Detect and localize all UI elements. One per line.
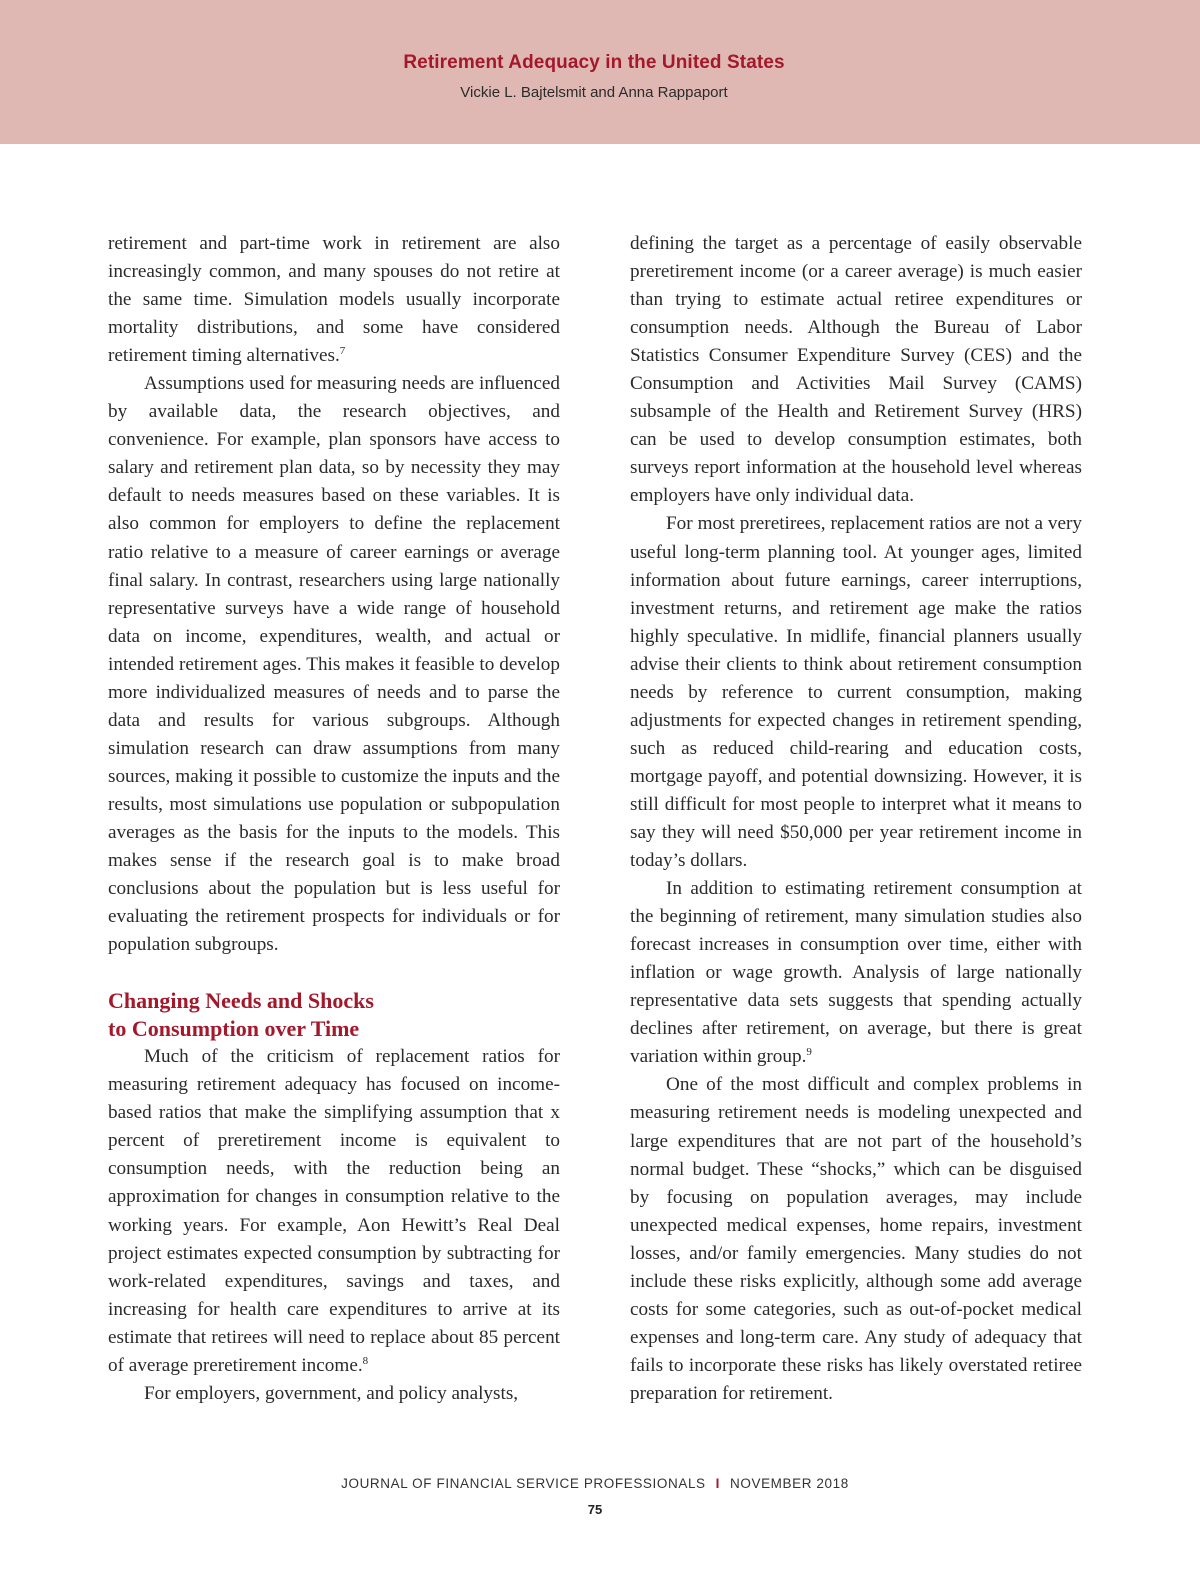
footnote-marker: 8 [362, 1354, 369, 1367]
section-heading-line: Changing Needs and Shocks [108, 988, 374, 1014]
page-number: 75 [587, 1502, 603, 1517]
header-band [0, 0, 1200, 144]
paragraph-text: retirement and part-time work in retirement are also increasingly common, and many spouses do not retire at the same time. Simulation models usually incorporate mortality distributions, and some have considered retirement timing alternatives. [108, 233, 560, 367]
paragraph: For employers, government, and policy analysts, [144, 1382, 519, 1404]
section-heading-line: to Consumption over Time [108, 1016, 360, 1042]
article-authors: Vickie L. Bajtelsmit and Anna Rappaport [460, 84, 728, 101]
paragraph-text: In addition to estimating retirement consumption at the beginning of retirement, many simulation studies also forecast increases in consumption over time, either with inflation or wage growth. Analysis of large nationally representative data sets suggests that spending actually declines after retirement, on average, but there is great variation within group. [630, 878, 1082, 1068]
section-heading [108, 987, 560, 1043]
paragraph: Assumptions used for measuring needs are influenced by available data, the research objectives, and convenience. For example, plan sponsors have access to salary and retirement plan data, so by necessity they may default to needs measures based on these variables. It is also common for employers to define the replacement ratio relative to a measure of career earnings or average final salary. In contrast, researchers using large nationally representative surveys have a wide range of household data on income, expenditures, wealth, and actual or intended retirement ages. This makes it feasible to develop more individualized measures of needs and to parse the data and results for various subgroups. Although simulation research can draw assumptions from many sources, making it possible to customize the inputs and the results, most simulations use population or subpopulation averages as the basis for the inputs to the models. This makes sense if the research goal is to make broad conclusions about the population but is less useful for evaluating the retirement prospects for individuals or for population subgroups. [108, 373, 560, 956]
paragraph [108, 1043, 560, 1380]
issue-date: NOVEMBER 2018 [730, 1476, 849, 1491]
footnote-marker: 9 [806, 1046, 812, 1059]
right-column [630, 230, 1082, 1408]
left-column [108, 230, 560, 1408]
footer-separator: I [715, 1476, 721, 1491]
footnote-marker: 7 [339, 345, 346, 358]
paragraph-text: Much of the criticism of replacement ratios for measuring retirement adequacy has focused on income-based ratios that make the simplifying assumption that x percent of preretirement income is equivalent to consumption needs, with the reduction being an approximation for changes in consumption relative to the working years. For example, Aon Hewitt’s Real Deal project estimates expected consumption by subtracting for work-related expenditures, savings and taxes, and increasing for health care expenditures to arrive at its estimate that retirees will need to replace about 85 percent of average preretirement income. [108, 1046, 560, 1376]
paragraph: One of the most difficult and complex problems in measuring retirement needs is modeling unexpected and large expenditures that are not part of the household’s normal budget. These “shocks,” which can be disguised by focusing on population averages, may include unexpected medical expenses, home repairs, investment losses, and/or family emergencies. Many studies do not include these risks explicitly, although some add average costs for some categories, such as out-of-pocket medical expenses and long-term care. Any study of adequacy that fails to incorporate these risks has likely overstated retiree preparation for retirement. [630, 1074, 1082, 1404]
article-title: Retirement Adequacy in the United States [403, 52, 785, 73]
journal-name: JOURNAL OF FINANCIAL SERVICE PROFESSIONALS [341, 1476, 706, 1491]
footer-journal-line [0, 1476, 1190, 1491]
paragraph: defining the target as a percentage of easily observable preretirement income (or a career average) is much easier than trying to estimate actual retiree expenditures or consumption needs. Although the Bureau of Labor Statistics Consumer Expenditure Survey (CES) and the Consumption and Activities Mail Survey (CAMS) subsample of the Health and Retirement Survey (HRS) can be used to develop consumption estimates, both surveys report information at the household level whereas employers have only individual data. [630, 233, 1082, 507]
paragraph [108, 230, 560, 370]
paragraph: For most preretirees, replacement ratios are not a very useful long-term planning tool. At younger ages, limited information about future earnings, career interruptions, investment returns, and retirement age make the ratios highly speculative. In midlife, financial planners usually advise their clients to think about retirement consumption needs by reference to current consumption, making adjustments for expected changes in retirement spending, such as reduced child-rearing and education costs, mortgage payoff, and potential downsizing. However, it is still difficult for most people to interpret what it means to say they will need $50,000 per year retirement income in today’s dollars. [630, 513, 1082, 872]
paragraph [630, 875, 1082, 1071]
